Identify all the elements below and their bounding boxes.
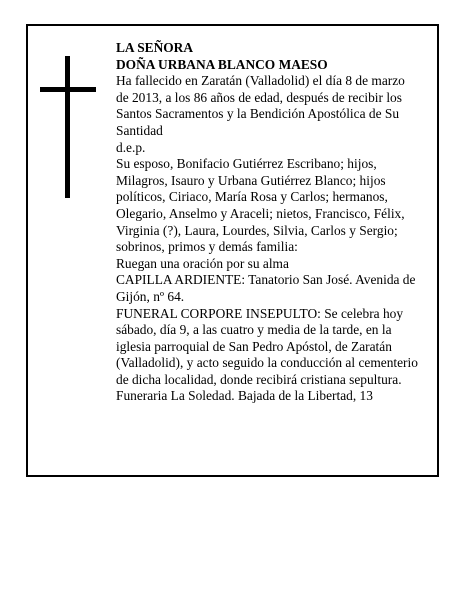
funeral-home: Funeraria La Soledad. Bajada de la Libertad, 13 bbox=[116, 388, 373, 404]
notice-text bbox=[116, 40, 420, 405]
prayer-request: Ruegan una oración por su alma bbox=[116, 255, 289, 271]
death-announcement: Ha fallecido en Zaratán (Valladolid) el día 8 de marzo de 2013, a los 86 años de edad, después de recibir los Santos Sacramentos y la Bendición Apostólica de Su Santidad bbox=[116, 73, 405, 138]
notice-heading: LA SEÑORA bbox=[116, 40, 194, 55]
dep-abbreviation: d.e.p. bbox=[116, 139, 146, 155]
latin-cross-icon bbox=[40, 56, 96, 198]
obituary-notice bbox=[26, 24, 439, 477]
family-list: Su esposo, Bonifacio Gutiérrez Escribano; hijos, Milagros, Isauro y Urbana Gutiérrez Blanco; hijos políticos, Ciriaco, María Rosa y Carlos; hermanos, Olegario, Anselmo y Araceli; nietos, Francisco, Félix, Virginia (?), Laura, Lourdes, Silvia, Carlos y Sergio; sobrinos, primos y demás familia: bbox=[116, 156, 405, 255]
deceased-name: DOÑA URBANA BLANCO MAESO bbox=[116, 56, 328, 72]
cross-vertical-bar bbox=[65, 56, 70, 198]
funeral-info: FUNERAL CORPORE INSEPULTO: Se celebra hoy sábado, día 9, a las cuatro y media de la tarde, en la iglesia parroquial de San Pedro Apóstol, de Zaratán (Valladolid), y acto seguido la conducción al cementerio de dicha localidad, donde recibirá cristiana sepultura. bbox=[116, 305, 418, 387]
cross-horizontal-bar bbox=[40, 87, 96, 92]
chapel-info: CAPILLA ARDIENTE: Tanatorio San José. Avenida de Gijón, nº 64. bbox=[116, 272, 416, 304]
